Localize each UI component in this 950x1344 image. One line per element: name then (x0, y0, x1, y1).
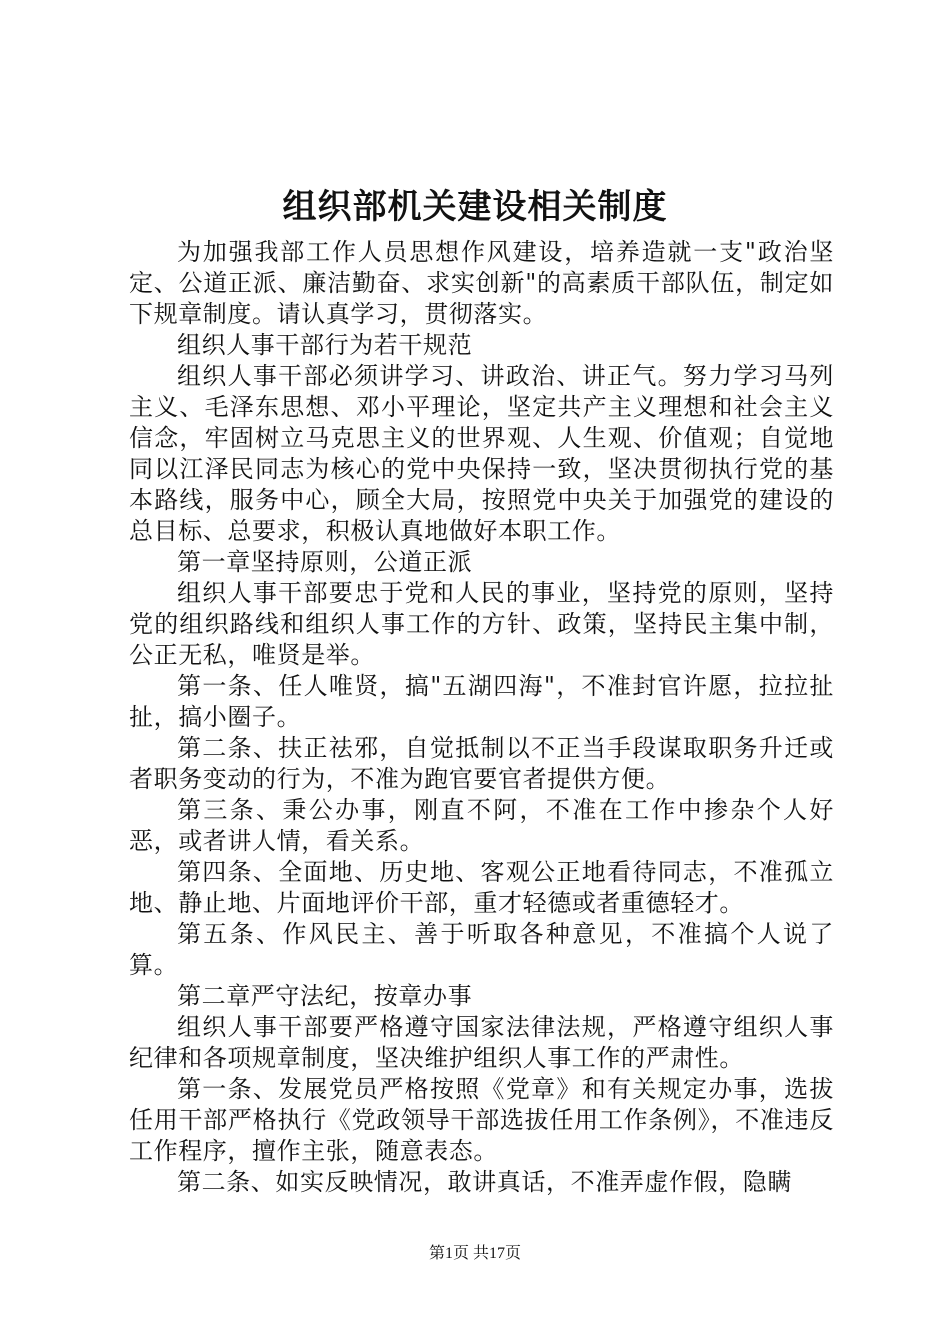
paragraph-requirements: 组织人事干部必须讲学习、讲政治、讲正气。努力学习马列主义、毛泽东思想、邓小平理论，坚定共产主义理想和社会主义信念，牢固树立马克思主义的世界观、人生观、价值观；自觉地同以江泽民同志为核心的党中央保持一致，坚决贯彻执行党的基本路线，服务中心，顾全大局，按照党中央关于加强党的建设的总目标、总要求，积极认真地做好本职工作。 (129, 362, 834, 545)
section-heading-norms: 组织人事干部行为若干规范 (177, 331, 473, 359)
document-title: 组织部机关建设相关制度 (282, 187, 668, 227)
chapter-heading-1: 第一章坚持原则，公道正派 (177, 548, 473, 576)
article-1-5: 第五条、作风民主、善于听取各种意见，不准搞个人说了算。 (129, 920, 834, 979)
paragraph-intro: 为加强我部工作人员思想作风建设，培养造就一支"政治坚定、公道正派、廉洁勤奋、求实创新"的高素质干部队伍，制定如下规章制度。请认真学习，贯彻落实。 (129, 238, 834, 328)
article-1-4: 第四条、全面地、历史地、客观公正地看待同志，不准孤立地、静止地、片面地评价干部，重才轻德或者重德轻才。 (129, 858, 834, 917)
document-body (129, 237, 834, 1198)
article-2-2: 第二条、如实反映情况，敢讲真话，不准弄虚作假，隐瞒 (177, 1168, 792, 1196)
paragraph-chapter-2-intro: 组织人事干部要严格遵守国家法律法规，严格遵守组织人事纪律和各项规章制度，坚决维护组织人事工作的严肃性。 (129, 1013, 834, 1072)
article-2-1: 第一条、发展党员严格按照《党章》和有关规定办事，选拔任用干部严格执行《党政领导干部选拔任用工作条例》，不准违反工作程序，擅作主张，随意表态。 (129, 1075, 834, 1165)
article-1-3: 第三条、秉公办事，刚直不阿，不准在工作中掺杂个人好恶，或者讲人情，看关系。 (129, 796, 834, 855)
article-1-2: 第二条、扶正祛邪，自觉抵制以不正当手段谋取职务升迁或者职务变动的行为，不准为跑官要官者提供方便。 (129, 734, 834, 793)
article-1-1: 第一条、任人唯贤，搞"五湖四海"，不准封官许愿，拉拉扯扯，搞小圈子。 (129, 672, 834, 731)
paragraph-chapter-1-intro: 组织人事干部要忠于党和人民的事业，坚持党的原则，坚持党的组织路线和组织人事工作的方针、政策，坚持民主集中制，公正无私，唯贤是举。 (129, 579, 834, 669)
page-footer: 第1页 共17页 (428, 1245, 521, 1262)
chapter-heading-2: 第二章严守法纪，按章办事 (177, 982, 473, 1010)
